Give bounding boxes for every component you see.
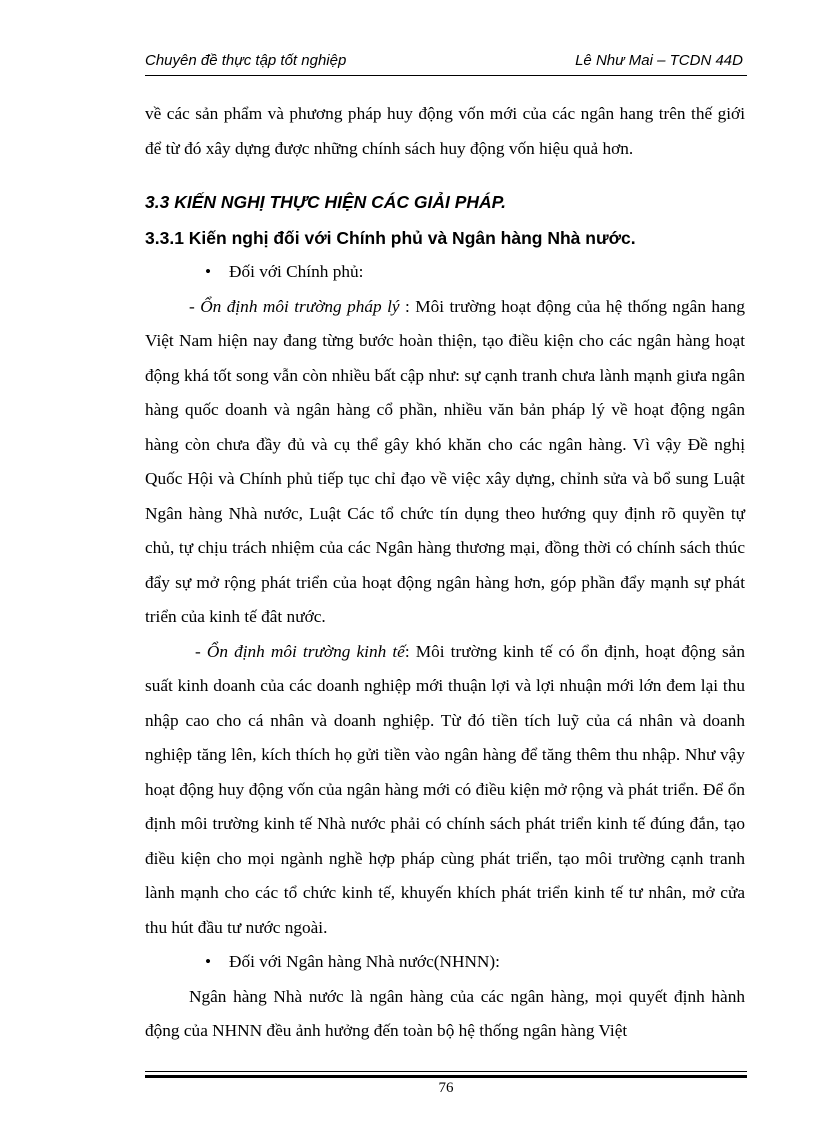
bullet-item-government: [145, 255, 745, 290]
section-heading: 3.3 KIẾN NGHỊ THỰC HIỆN CÁC GIẢI PHÁP.: [145, 192, 506, 212]
bullet-icon: •: [205, 952, 212, 971]
bullet-label: Đối với Ngân hàng Nhà nước(NHNN):: [229, 952, 500, 971]
intro-paragraph: về các sản phẩm và phương pháp huy động vốn mới của các ngân hang trên thế giới để từ đó xây dựng được những chính sách huy động vốn hiệu quả hơn.: [145, 104, 745, 158]
item-text: : Môi trường kinh tế có ổn định, hoạt động sản suất kinh doanh của các doanh nghiệp mới thuận lợi và lợi nhuận mới lớn đem lại thu nhập cao cho cá nhân và doanh nghiệp. Từ đó tiền tích luỹ của cá nhân và doanh nghiệp tăng lên, kích thích họ gửi tiền vào ngân hàng để tăng thêm thu nhập. Như vậy hoạt động huy động vốn của ngân hàng mới có điều kiện mở rộng và phát triển. Để ổn định môi trường kinh tế Nhà nước phải có chính sách phát triển kinh tế đúng đắn, tạo điều kiện cho mọi ngành nghề hợp pháp cùng phát triển, tạo môi trường cạnh tranh lành mạnh cho các tổ chức kinh tế, khuyến khích phát triển kinh tế tư nhân, mở cửa thu hút đầu tư nước ngoài.: [145, 641, 745, 937]
document-body: [145, 97, 745, 1049]
header-author: Lê Như Mai – TCDN 44D: [575, 52, 743, 69]
footer-divider-thick: [145, 1075, 747, 1078]
item-text: : Môi trường hoạt động của hệ thống ngân hang Việt Nam hiện nay đang từng bước hoàn thiện, tạo điều kiện cho các ngân hàng hoạt động khá tốt song vẫn còn nhiều bất cập như: sự cạnh tranh chưa lành mạnh giưa ngân hàng quốc doanh và ngân hàng cổ phần, nhiều văn bản pháp lý về hoạt động ngân hàng còn chưa đầy đủ và cụ thể gây khó khăn cho các ngân hàng. Vì vậy Đề nghị Quốc Hội và Chính phủ tiếp tục chỉ đạo về việc xây dựng, chỉnh sửa và bổ sung Luật Ngân hàng Nhà nước, Luật Các tổ chức tín dụng theo hướng quy định rõ quyền tự chủ, tự chịu trách nhiệm của các Ngân hàng thương mại, đồng thời có chính sách thúc đẩy sự mở rộng phát triển của hoạt động ngân hàng hơn, góp phần đẩy mạnh sự phát triển của kinh tế đât nước.: [145, 296, 745, 626]
footer-divider-thin: [145, 1071, 747, 1072]
paragraph-economic-environment: - Ổn định môi trường kinh tế: Môi trường kinh tế có ổn định, hoạt động sản suất kinh doanh của các doanh nghiệp mới thuận lợi và lợi nhuận mới lớn đem lại thu nhập cao cho cá nhân và doanh nghiệp. Từ đó tiền tích luỹ của cá nhân và doanh nghiệp tăng lên, kích thích họ gửi tiền vào ngân hàng để tăng thêm thu nhập. Như vậy hoạt động huy động vốn của ngân hàng mới có điều kiện mở rộng và phát triển. Để ổn định môi trường kinh tế Nhà nước phải có chính sách phát triển kinh tế đúng đắn, tạo điều kiện cho mọi ngành nghề hợp pháp cùng phát triển, tạo môi trường cạnh tranh lành mạnh cho các tổ chức kinh tế, khuyến khích phát triển kinh tế tư nhân, mở cửa thu hút đầu tư nước ngoài.: [145, 641, 745, 937]
item-lead: Ổn định môi trường pháp lý: [200, 296, 400, 316]
header-divider: [145, 75, 747, 76]
page-header: [145, 50, 745, 76]
item-lead: Ổn định môi trường kinh tế: [206, 641, 405, 661]
page-number: 76: [438, 1080, 454, 1096]
final-paragraph: Ngân hàng Nhà nước là ngân hàng của các ngân hàng, mọi quyết định hành động của NHNN đều ảnh hưởng đến toàn bộ hệ thống ngân hàng Việt: [145, 986, 745, 1040]
bullet-icon: •: [205, 262, 212, 281]
bullet-label: Đối với Chính phủ:: [229, 262, 364, 281]
subsection-heading: 3.3.1 Kiến nghị đối với Chính phủ và Ngân hàng Nhà nước.: [145, 228, 636, 248]
bullet-item-state-bank: [145, 945, 745, 980]
header-title: Chuyên đề thực tập tốt nghiệp: [145, 52, 347, 69]
paragraph-legal-environment: - Ổn định môi trường pháp lý : Môi trường hoạt động của hệ thống ngân hang Việt Nam hiện nay đang từng bước hoàn thiện, tạo điều kiện cho các ngân hàng hoạt động khá tốt song vẫn còn nhiều bất cập như: sự cạnh tranh chưa lành mạnh giưa ngân hàng quốc doanh và ngân hàng cổ phần, nhiều văn bản pháp lý về hoạt động ngân hàng còn chưa đầy đủ và cụ thể gây khó khăn cho các ngân hàng. Vì vậy Đề nghị Quốc Hội và Chính phủ tiếp tục chỉ đạo về việc xây dựng, chỉnh sửa và bổ sung Luật Ngân hàng Nhà nước, Luật Các tổ chức tín dụng theo hướng quy định rõ quyền tự chủ, tự chịu trách nhiệm của các Ngân hàng thương mại, đồng thời có chính sách thúc đẩy sự mở rộng phát triển của hoạt động ngân hàng hơn, góp phần đẩy mạnh sự phát triển của kinh tế đât nước.: [145, 296, 745, 626]
